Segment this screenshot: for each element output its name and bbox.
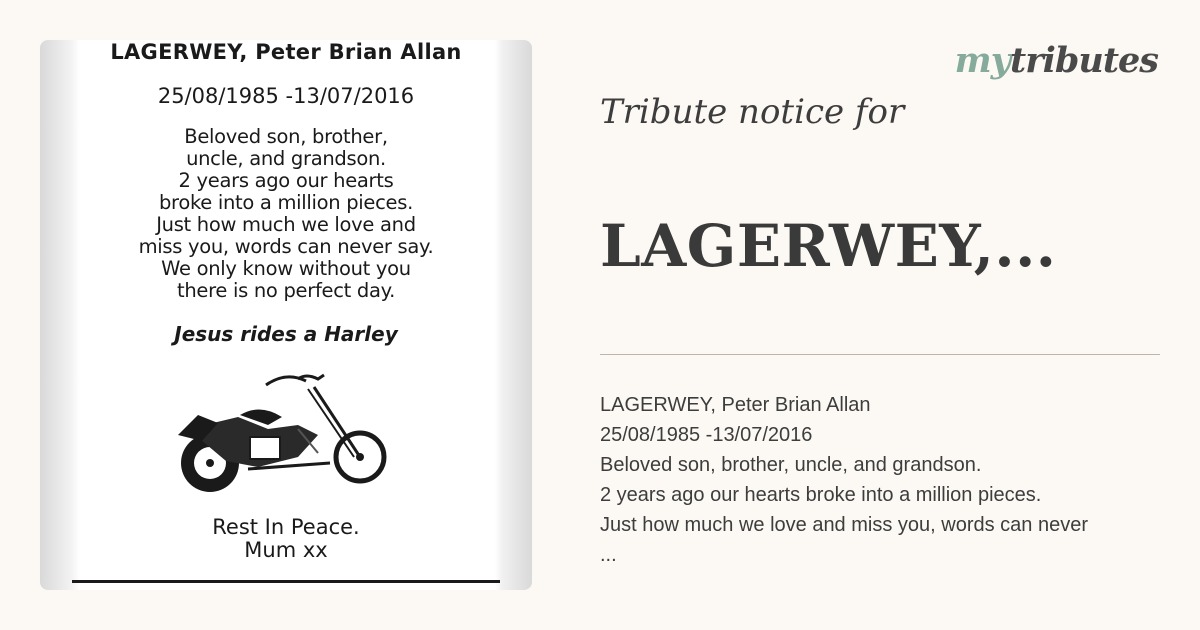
brand-logo[interactable] (955, 40, 1158, 81)
notice-body-line: uncle, and grandson. (186, 147, 386, 170)
notice-body-line: there is no perfect day. (177, 279, 395, 302)
motorcycle-icon (148, 365, 420, 500)
excerpt-line: ... (600, 544, 617, 566)
brand-logo-suffix: tributes (1010, 40, 1158, 81)
notice-dates: 25/08/1985 -13/07/2016 (157, 84, 415, 108)
excerpt-line: Beloved son, brother, uncle, and grandson. (600, 454, 982, 476)
notice-closing-line: Rest In Peace. (212, 515, 360, 539)
notice-excerpt (600, 390, 1170, 570)
notice-image (40, 40, 532, 590)
notice-body-line: Beloved son, brother, (184, 125, 388, 148)
notice-name: LAGERWEY, Peter Brian Allan (110, 40, 462, 64)
notice-body-line: 2 years ago our hearts (178, 169, 394, 192)
notice-closing (72, 516, 500, 562)
excerpt-line: LAGERWEY, Peter Brian Allan (600, 394, 871, 416)
notice-body-line: broke into a million pieces. (158, 191, 413, 214)
notice-body (66, 126, 506, 302)
motorcycle-illustration (148, 365, 420, 500)
notice-motto: Jesus rides a Harley (174, 322, 398, 346)
page-heading: Tribute notice for (600, 92, 905, 132)
notice-content (72, 40, 500, 590)
excerpt-line: Just how much we love and miss you, words can never (600, 514, 1088, 536)
notice-body-line: Just how much we love and (156, 213, 416, 236)
page-title: LAGERWEY,... (600, 212, 1057, 280)
notice-closing-line: Mum xx (244, 538, 328, 562)
divider (600, 354, 1160, 355)
excerpt-line: 2 years ago our hearts broke into a million pieces. (600, 484, 1042, 506)
brand-logo-prefix: my (954, 40, 1011, 81)
notice-body-line: miss you, words can never say. (138, 235, 434, 258)
notice-body-line: We only know without you (161, 257, 411, 280)
excerpt-line: 25/08/1985 -13/07/2016 (600, 424, 813, 446)
notice-bottom-rule (72, 580, 500, 583)
